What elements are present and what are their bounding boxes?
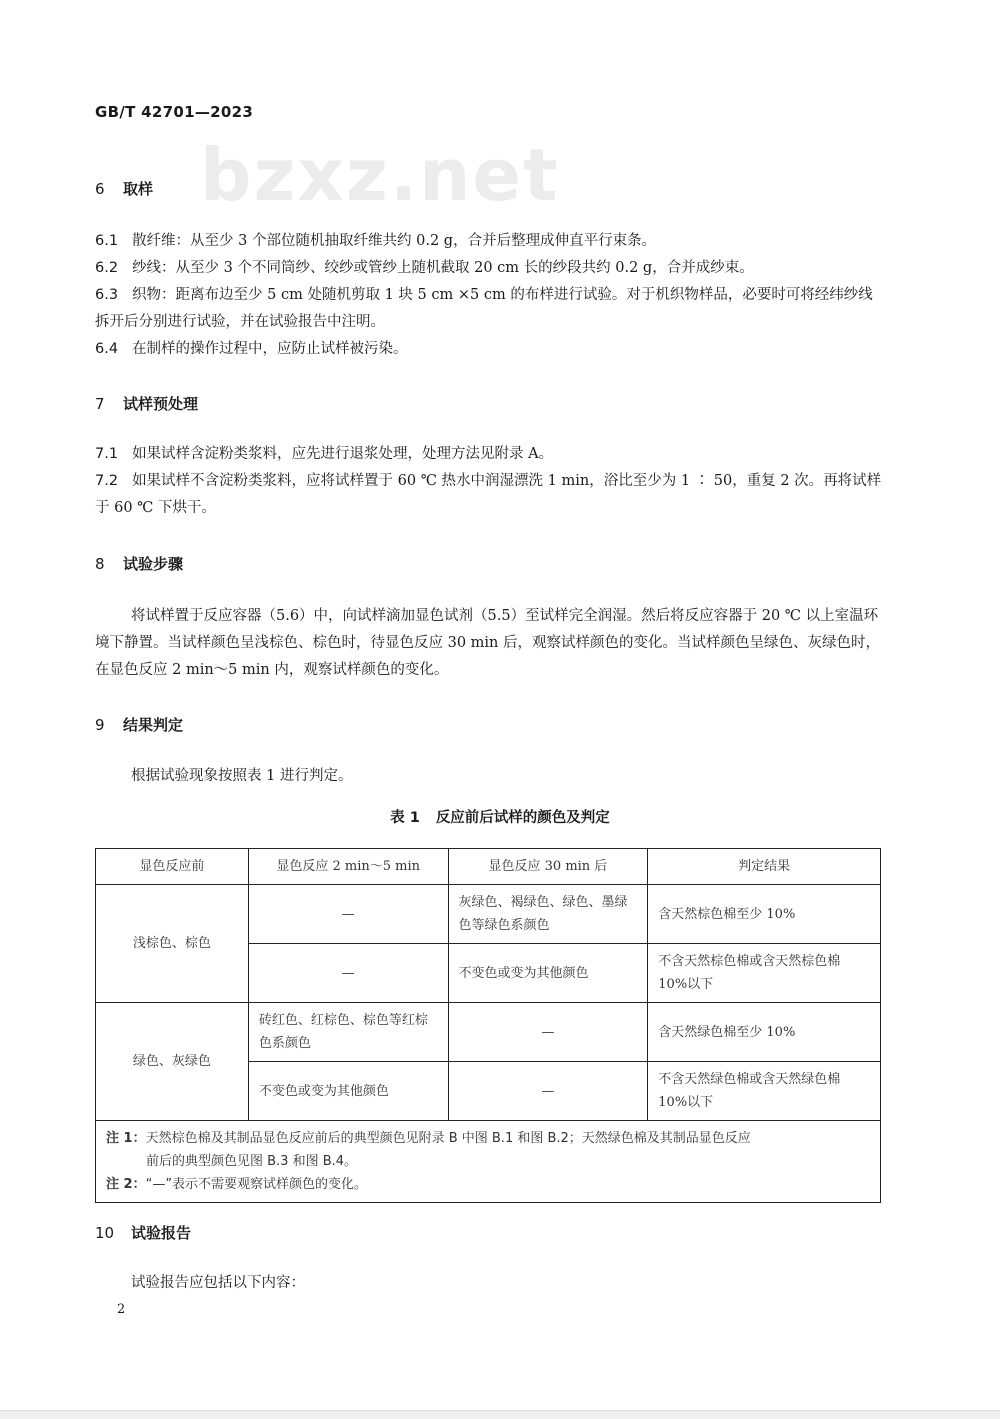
clause-number: 6.4 bbox=[95, 341, 119, 357]
table-notes-row bbox=[96, 1121, 881, 1203]
section-6-clause-3 bbox=[95, 282, 883, 336]
section-7-heading bbox=[95, 393, 198, 414]
table-header-cell: 显色反应前 bbox=[96, 849, 249, 885]
section-6-clause-1 bbox=[95, 228, 883, 255]
result-cell: 含天然棕色棉至少 10% bbox=[648, 885, 881, 944]
section-title: 取样 bbox=[123, 180, 154, 198]
clause-number: 6.3 bbox=[95, 287, 119, 303]
clause-number: 7.2 bbox=[95, 473, 119, 489]
section-number: 10 bbox=[95, 1224, 115, 1242]
clause-text: 散纤维：从至少 3 个部位随机抽取纤维共约 0.2 g，合并后整理成伸直平行束条。 bbox=[132, 233, 657, 249]
table-row bbox=[96, 1003, 881, 1062]
result-cell: 不含天然绿色棉或含天然绿色棉 10%以下 bbox=[648, 1062, 881, 1121]
section-7-clause-1 bbox=[95, 441, 883, 468]
reaction-30min-cell: 灰绿色、褐绿色、绿色、墨绿色等绿色系颜色 bbox=[448, 885, 648, 944]
table-number: 表 1 bbox=[390, 810, 420, 826]
section-6-clause-2 bbox=[95, 255, 883, 282]
table-notes bbox=[96, 1121, 881, 1203]
result-cell: 含天然绿色棉至少 10% bbox=[648, 1003, 881, 1062]
section-number: 9 bbox=[95, 716, 105, 734]
section-10-heading bbox=[95, 1222, 191, 1243]
result-table bbox=[95, 848, 881, 1203]
section-8-heading bbox=[95, 553, 183, 574]
table-row bbox=[96, 885, 881, 944]
section-number: 8 bbox=[95, 555, 105, 573]
section-number: 6 bbox=[95, 180, 105, 198]
reaction-30min-cell: — bbox=[448, 1062, 648, 1121]
color-before-cell: 绿色、灰绿色 bbox=[96, 1003, 249, 1121]
table-caption bbox=[0, 806, 1000, 827]
section-title: 试验报告 bbox=[131, 1224, 192, 1242]
section-title: 试验步骤 bbox=[123, 555, 184, 573]
reaction-2min-cell: 不变色或变为其他颜色 bbox=[248, 1062, 448, 1121]
table-header-cell: 判定结果 bbox=[648, 849, 881, 885]
section-8-paragraph: 将试样置于反应容器（5.6）中，向试样滴加显色试剂（5.5）至试样完全润湿。然后将反应容器于 20 ℃ 以上室温环境下静置。当试样颜色呈浅棕色、棕色时，待显色反应 30 min 后，观察试样颜色的变化。当试样颜色呈绿色、灰绿色时，在显色反应 2 min～5 min 内，观察试样颜色的变化。 bbox=[95, 608, 880, 678]
page-number: 2 bbox=[117, 1302, 126, 1317]
section-9-paragraph: 根据试验现象按照表 1 进行判定。 bbox=[131, 768, 353, 784]
section-title: 结果判定 bbox=[123, 716, 184, 734]
note-label: 注 1： bbox=[106, 1131, 146, 1146]
clause-number: 6.1 bbox=[95, 233, 119, 249]
note-2 bbox=[106, 1173, 870, 1196]
clause-text: 如果试样不含淀粉类浆料，应将试样置于 60 ℃ 热水中润湿漂洗 1 min，浴比至少为 1 ∶ 50，重复 2 次。再将试样于 60 ℃ 下烘干。 bbox=[95, 473, 882, 516]
clause-text: 织物：距离布边至少 5 cm 处随机剪取 1 块 5 cm ×5 cm 的布样进行试验。对于机织物样品，必要时可将经纬纱线拆开后分别进行试验，并在试验报告中注明。 bbox=[95, 287, 873, 330]
section-number: 7 bbox=[95, 395, 105, 413]
section-7-clause-2 bbox=[95, 468, 883, 522]
clause-text: 如果试样含淀粉类浆料，应先进行退浆处理，处理方法见附录 A。 bbox=[132, 446, 554, 462]
clause-number: 7.1 bbox=[95, 446, 119, 462]
reaction-30min-cell: — bbox=[448, 1003, 648, 1062]
reaction-30min-cell: 不变色或变为其他颜色 bbox=[448, 944, 648, 1003]
watermark: bzxz.net bbox=[200, 133, 560, 217]
note-1 bbox=[106, 1127, 870, 1150]
section-10-paragraph: 试验报告应包括以下内容： bbox=[131, 1275, 305, 1291]
note-label: 注 2： bbox=[106, 1177, 146, 1192]
clause-text: 在制样的操作过程中，应防止试样被污染。 bbox=[132, 341, 408, 357]
color-before-cell: 浅棕色、棕色 bbox=[96, 885, 249, 1003]
section-6-clause-4 bbox=[95, 336, 883, 363]
standard-code: GB/T 42701—2023 bbox=[95, 103, 254, 121]
clause-number: 6.2 bbox=[95, 260, 119, 276]
reaction-2min-cell: 砖红色、红棕色、棕色等红棕色系颜色 bbox=[248, 1003, 448, 1062]
section-6-heading bbox=[95, 178, 153, 199]
clause-text: 纱线：从至少 3 个不同筒纱、绞纱或管纱上随机截取 20 cm 长的纱段共约 0.2 g，合并成纱束。 bbox=[132, 260, 754, 276]
table-header-row bbox=[96, 849, 881, 885]
table-header-cell: 显色反应 2 min～5 min bbox=[248, 849, 448, 885]
note-1-continued: 前后的典型颜色见图 B.3 和图 B.4。 bbox=[146, 1154, 358, 1169]
table-title: 反应前后试样的颜色及判定 bbox=[435, 810, 610, 826]
reaction-2min-cell: — bbox=[248, 944, 448, 1003]
table-header-cell: 显色反应 30 min 后 bbox=[448, 849, 648, 885]
section-title: 试样预处理 bbox=[123, 395, 199, 413]
note-text: “—”表示不需要观察试样颜色的变化。 bbox=[145, 1177, 368, 1192]
reaction-2min-cell: — bbox=[248, 885, 448, 944]
section-9-heading bbox=[95, 714, 183, 735]
note-text: 天然棕色棉及其制品显色反应前后的典型颜色见附录 B 中图 B.1 和图 B.2；天然绿色棉及其制品显色反应 bbox=[145, 1131, 751, 1146]
result-cell: 不含天然棕色棉或含天然棕色棉 10%以下 bbox=[648, 944, 881, 1003]
